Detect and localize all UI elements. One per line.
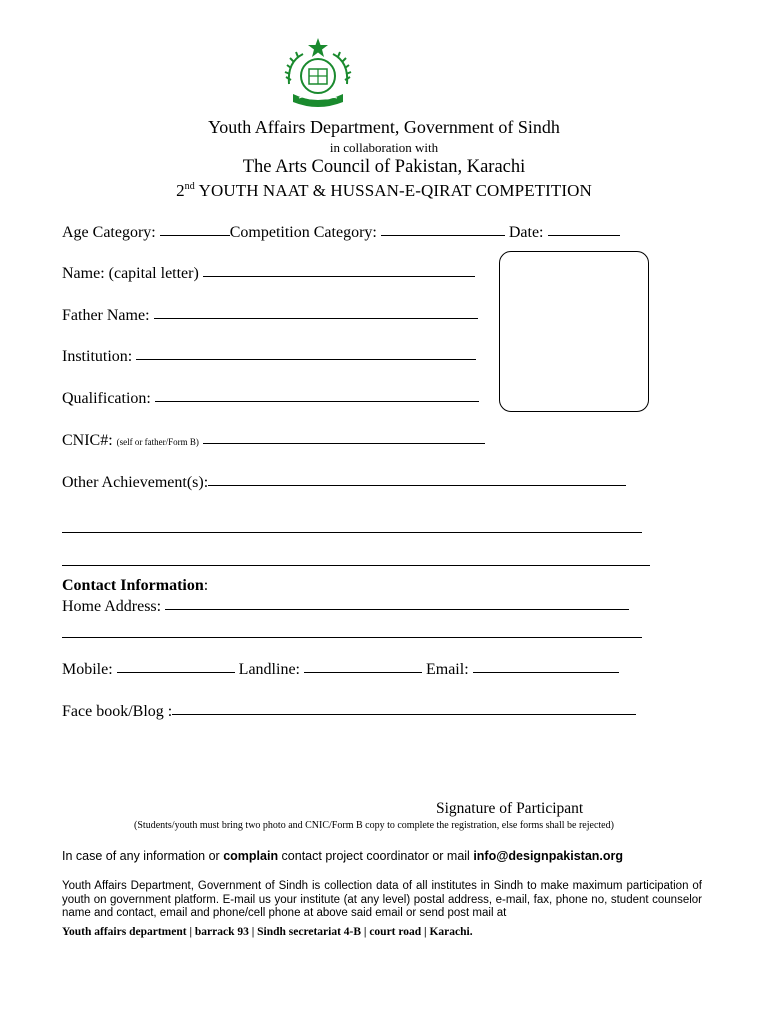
facebook-field[interactable] xyxy=(172,713,636,715)
cnic-field[interactable] xyxy=(203,442,485,444)
competition-category-field[interactable] xyxy=(381,234,505,236)
government-of-sindh-seal-icon xyxy=(279,36,357,114)
contact-heading-colon: : xyxy=(203,577,209,594)
name-field[interactable] xyxy=(203,275,475,277)
home-address-label: Home Address: xyxy=(62,598,162,615)
signature-label: Signature of Participant xyxy=(436,800,584,817)
achievement-line-3[interactable] xyxy=(62,565,650,566)
father-name-row xyxy=(62,307,478,325)
facebook-row xyxy=(62,703,636,721)
name-row xyxy=(62,265,475,283)
email-field[interactable] xyxy=(473,671,619,673)
competition-ordinal: nd xyxy=(184,181,195,192)
phone-email-row xyxy=(62,661,619,679)
age-category-label: Age Category: xyxy=(62,224,156,241)
date-field[interactable] xyxy=(548,234,620,236)
contact-heading-text: Contact Information xyxy=(62,577,204,594)
photo-box[interactable] xyxy=(499,251,649,412)
achievement-label: Other Achievement(s): xyxy=(62,474,209,491)
category-row xyxy=(62,224,620,242)
father-name-field[interactable] xyxy=(154,317,478,319)
home-address-field[interactable] xyxy=(165,608,629,610)
landline-label: Landline: xyxy=(238,661,300,678)
info-email-link[interactable]: info@designpakistan.org xyxy=(473,849,624,863)
collaboration-text: in collaboration with xyxy=(329,140,439,155)
registration-note: (Students/youth must bring two photo and CNIC/Form B copy to complete the registration, else forms shall be rejected) xyxy=(134,820,614,831)
cnic-note: (self or father/Form B) xyxy=(116,437,199,447)
institution-field[interactable] xyxy=(136,358,476,360)
info-middle: contact project coordinator or mail xyxy=(278,849,474,863)
age-category-field[interactable] xyxy=(160,234,230,236)
achievement-line-2[interactable] xyxy=(62,532,642,533)
landline-field[interactable] xyxy=(304,671,422,673)
email-label: Email: xyxy=(425,661,469,678)
contact-info-line xyxy=(62,849,623,863)
date-label: Date: xyxy=(508,224,544,241)
info-prefix: In case of any information or xyxy=(62,849,224,863)
council-title: The Arts Council of Pakistan, Karachi xyxy=(242,157,526,177)
contact-heading xyxy=(62,577,208,595)
name-label: Name: (capital letter) xyxy=(62,265,199,282)
mobile-label: Mobile: xyxy=(62,661,113,678)
achievement-field[interactable] xyxy=(208,484,626,486)
home-address-row xyxy=(62,598,629,616)
cnic-label: CNIC#: xyxy=(62,432,113,449)
facebook-label: Face book/Blog : xyxy=(62,703,173,720)
institution-row xyxy=(62,348,476,366)
info-complain: complain xyxy=(223,849,279,863)
achievement-row xyxy=(62,474,626,492)
competition-title xyxy=(0,181,768,201)
father-name-label: Father Name: xyxy=(62,307,150,324)
mobile-field[interactable] xyxy=(117,671,235,673)
competition-category-label: Competition Category: xyxy=(229,224,377,241)
qualification-field[interactable] xyxy=(155,400,479,402)
postal-address: Youth affairs department | barrack 93 | Sindh secretariat 4-B | court road | Karachi. xyxy=(62,926,473,938)
department-title: Youth Affairs Department, Government of Sindh xyxy=(208,117,560,137)
institution-label: Institution: xyxy=(62,348,133,365)
cnic-row xyxy=(62,432,485,450)
data-collection-paragraph: Youth Affairs Department, Government of Sindh is collection data of all institutes in Sindh to make maximum participation of youth on government platform. E-mail us your institute (at any level) postal address, e-mail, fax, phone no, student counselor name and contact, email and phone/cell phone at above said email or send post mail at xyxy=(62,880,702,919)
competition-name: YOUTH NAAT & HUSSAN-E-QIRAT COMPETITION xyxy=(194,181,592,200)
qualification-label: Qualification: xyxy=(62,390,151,407)
competition-number: 2 xyxy=(176,181,185,200)
home-address-line-2[interactable] xyxy=(62,637,642,638)
qualification-row xyxy=(62,390,479,408)
